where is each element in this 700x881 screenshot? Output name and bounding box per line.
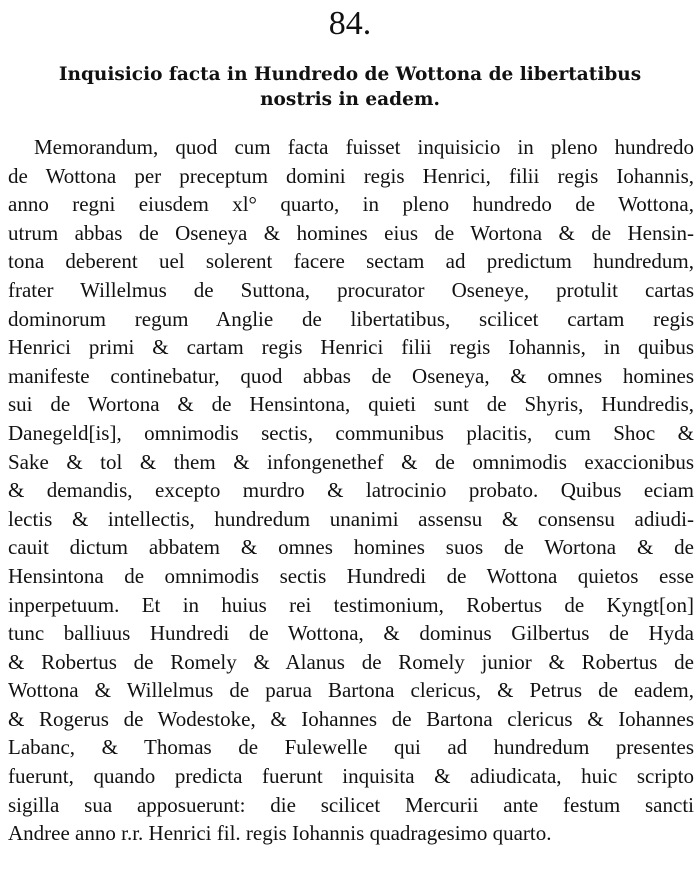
title-line: Inquisicio facta in Hundredo de Wottona de libertatibus bbox=[58, 64, 642, 85]
body-line: tunc balliuus Hundredi de Wottona, & dominus Gilbertus de Hyda bbox=[8, 621, 694, 646]
body-line: Danegeld[is], omnimodis sectis, communibus placitis, cum Shoc & bbox=[8, 420, 694, 445]
body-line: Sake & tol & them & infongenethef & de omnimodis exaccionibus bbox=[8, 449, 694, 474]
document-body bbox=[8, 133, 694, 848]
body-line: Memorandum, quod cum facta fuisset inquisicio in pleno hundredo bbox=[34, 135, 694, 159]
body-line: fuerunt, quando predicta fuerunt inquisita & adiudicata, huic scripto bbox=[8, 764, 694, 789]
document-title bbox=[20, 62, 680, 112]
body-line: & Rogerus de Wodestoke, & Iohannes de Bartona clericus & Iohannes bbox=[8, 706, 694, 731]
body-line: manifeste continebatur, quod abbas de Oseneya, & omnes homines bbox=[8, 363, 694, 388]
body-line: Henrici primi & cartam regis Henrici filii regis Iohannis, in quibus bbox=[8, 335, 694, 360]
body-line: lectis & intellectis, hundredum unanimi assensu & consensu adiudi- bbox=[8, 506, 694, 531]
body-line: Labanc, & Thomas de Fulewelle qui ad hundredum presentes bbox=[8, 735, 694, 760]
body-line: Wottona & Willelmus de parua Bartona clericus, & Petrus de eadem, bbox=[8, 678, 694, 703]
body-line: frater Willelmus de Suttona, procurator Oseneye, protulit cartas bbox=[8, 277, 694, 302]
body-line: de Wottona per preceptum domini regis Henrici, filii regis Iohannis, bbox=[8, 163, 694, 188]
body-line: cauit dictum abbatem & omnes homines suos de Wortona & de bbox=[8, 535, 694, 560]
body-line: anno regni eiusdem xl° quarto, in pleno hundredo de Wottona, bbox=[8, 192, 694, 217]
body-line: Hensintona de omnimodis sectis Hundredi de Wottona quietos esse bbox=[8, 563, 694, 588]
body-line: & demandis, excepto murdro & latrocinio probato. Quibus eciam bbox=[8, 478, 694, 503]
body-line: dominorum regum Anglie de libertatibus, scilicet cartam regis bbox=[8, 306, 694, 331]
body-line: sui de Wortona & de Hensintona, quieti sunt de Shyris, Hundredis, bbox=[8, 392, 694, 417]
body-line: tona deberent uel solerent facere sectam ad predictum hundredum, bbox=[8, 249, 694, 274]
body-line: sigilla sua apposuerunt: die scilicet Mercurii ante festum sancti bbox=[8, 792, 694, 817]
body-line: Andree anno r.r. Henrici fil. regis Iohannis quadragesimo quarto. bbox=[8, 821, 552, 846]
body-line: inperpetuum. Et in huius rei testimonium, Robertus de Kyngt[on] bbox=[8, 592, 694, 617]
title-line: nostris in eadem. bbox=[260, 89, 440, 110]
body-line: utrum abbas de Oseneya & homines eius de Wortona & de Hensin- bbox=[8, 220, 694, 245]
body-line: & Robertus de Romely & Alanus de Romely junior & Robertus de bbox=[8, 649, 694, 674]
page-number: 84. bbox=[328, 5, 372, 42]
